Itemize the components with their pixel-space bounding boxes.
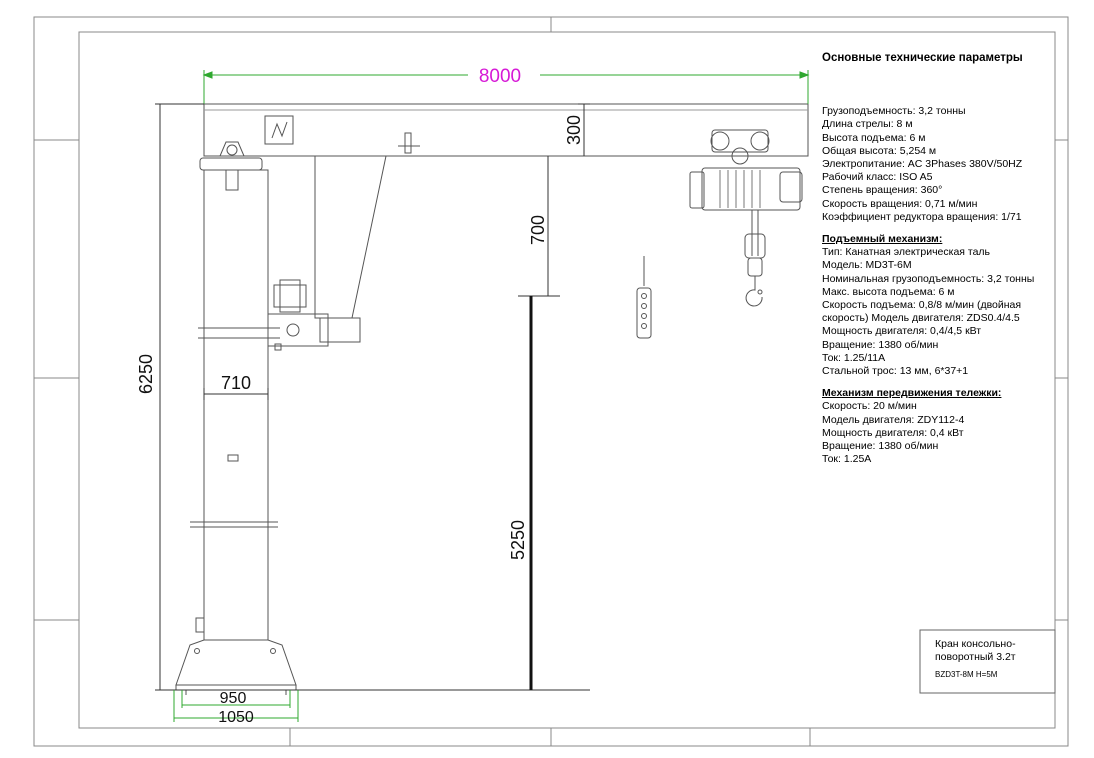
spec-line: Ток: 1.25/11A — [822, 351, 886, 364]
spec-line: Скорость вращения: 0,71 м/мин — [822, 197, 978, 210]
spec-line: Тип: Канатная электрическая таль — [822, 246, 991, 259]
spec-trolley — [822, 400, 1082, 466]
drawing-name-line2: поворотный 3.2т — [935, 651, 1016, 663]
electric-hoist — [637, 130, 802, 338]
spec-line: Модель: MD3T-6M — [822, 259, 912, 272]
spec-general — [822, 105, 1082, 224]
title-block-text — [920, 630, 1060, 690]
spec-title: Основные технические параметры — [822, 52, 1023, 64]
spec-line: Мощность двигателя: 0,4/4,5 кВт — [822, 325, 982, 338]
spec-line: Модель двигателя: ZDY112-4 — [822, 413, 965, 426]
dim-boom-height-label: 300 — [564, 114, 584, 146]
spec-line: Скорость: 20 м/мин — [822, 400, 917, 413]
spec-line: Степень вращения: 360° — [822, 184, 943, 197]
spec-line: Номинальная грузоподъемность: 3,2 тонны — [822, 272, 1035, 285]
dim-boom-length-label: 8000 — [478, 66, 522, 87]
spec-line: Мощность двигателя: 0,4 кВт — [822, 426, 964, 439]
hoist-section-title: Подъемный механизм: — [822, 233, 943, 246]
dim-column-width-label: 710 — [220, 373, 252, 393]
spec-line: Грузоподъемность: 3,2 тонны — [822, 105, 966, 118]
spec-panel — [822, 52, 1082, 466]
dim-total-height — [155, 104, 204, 690]
spec-line: Высота подъема: 6 м — [822, 131, 926, 144]
spec-line: Вращение: 1380 об/мин — [822, 440, 939, 453]
spec-line: Вращение: 1380 об/мин — [822, 338, 939, 351]
drawing-code: BZD3T-8M H=5M — [935, 670, 998, 679]
spec-line: Ток: 1.25A — [822, 453, 872, 466]
base-plate — [176, 640, 296, 685]
dim-total-height-label: 6250 — [136, 353, 156, 395]
spec-line: Общая высота: 5,254 м — [822, 144, 937, 157]
dim-base-inner-label: 950 — [219, 690, 247, 707]
spec-line: Макс. высота подъема: 6 м — [822, 285, 955, 298]
dim-boom-to-hook-label: 700 — [528, 214, 548, 246]
spec-line: Длина стрелы: 8 м — [822, 118, 913, 131]
spec-line: Электропитание: AC 3Phases 380V/50HZ — [822, 158, 1023, 171]
spec-line: Скорость подъема: 0,8/8 м/мин (двойная — [822, 299, 1022, 312]
spec-line: Коэффициент редуктора вращения: 1/71 — [822, 210, 1022, 223]
column — [204, 170, 268, 640]
spec-hoist — [822, 246, 1082, 378]
dim-hook-height-label: 5250 — [508, 519, 528, 561]
dim-base-outer-label: 1050 — [218, 709, 254, 726]
spec-line: скорость) Модель двигателя: ZDS0.4/4.5 — [822, 312, 1020, 325]
drawing-name — [920, 630, 1060, 664]
crane-structure — [176, 104, 808, 695]
spec-line: Стальной трос: 13 мм, 6*37+1 — [822, 365, 969, 378]
trolley-section-title: Механизм передвижения тележки: — [822, 387, 1002, 400]
drawing-name-line1: Кран консольно- — [935, 638, 1016, 650]
spec-line: Рабочий класс: ISO A5 — [822, 171, 933, 184]
